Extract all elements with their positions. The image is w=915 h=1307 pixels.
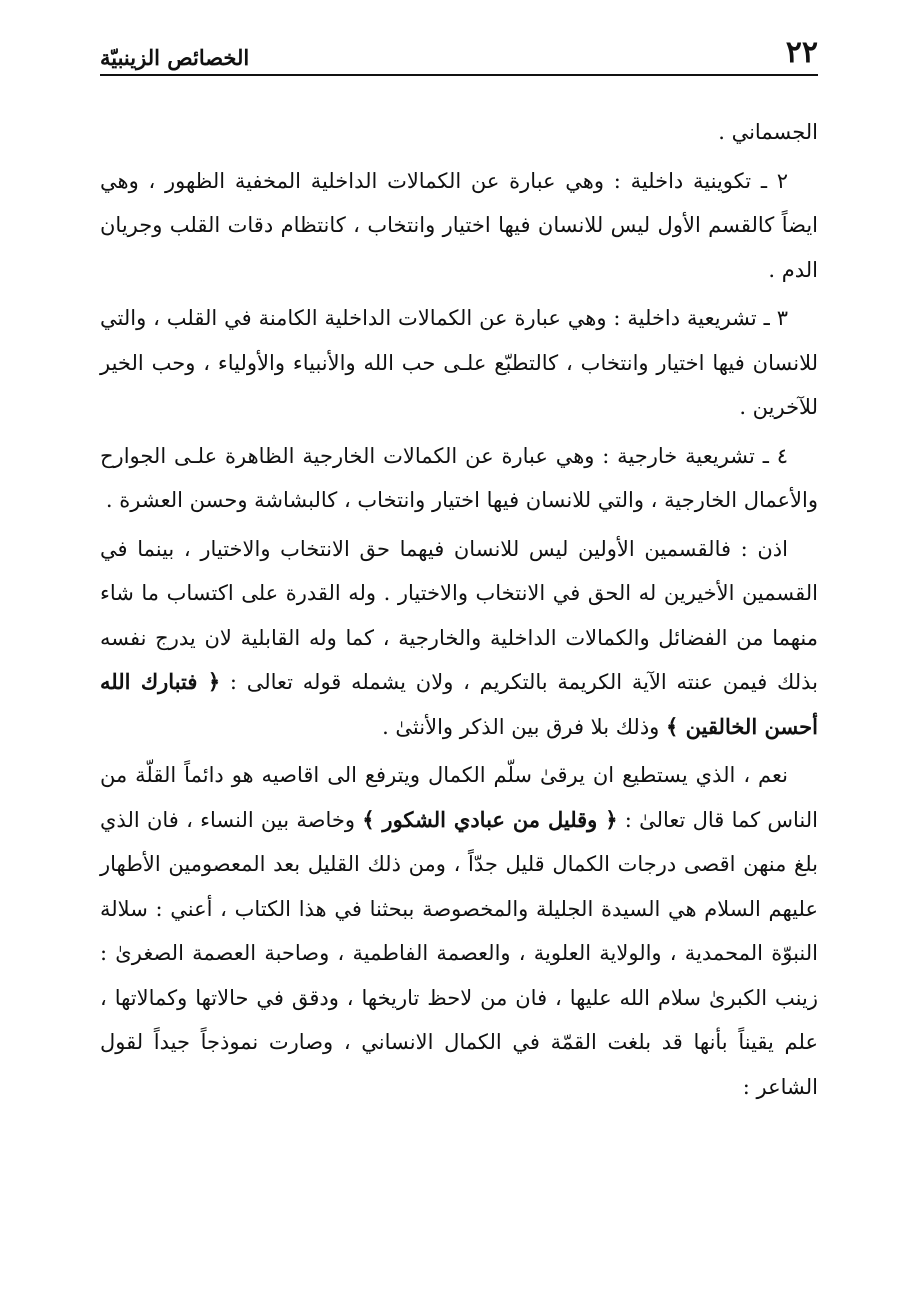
body-text bbox=[100, 110, 818, 1109]
page-number: ٢٢ bbox=[785, 35, 818, 70]
paragraph-text: وذلك بلا فرق بين الذكر والأنثىٰ . bbox=[382, 714, 666, 739]
paragraph-conclusion bbox=[100, 527, 818, 750]
quran-quote: ﴿ وقليل من عبادي الشكور ﴾ bbox=[362, 806, 618, 832]
quran-quote: ﴿ فتبارك الله أحسن الخالقين ﴾ bbox=[100, 669, 818, 739]
paragraph-text: وخاصة بين النساء ، فان الذي بلغ منهن اقصى درجات الكمال قليل جدّاً ، ومن ذلك القليل بعد المعصومين الأطهار عليهم السلام هي السيدة الجليلة والمخصوصة ببحثنا في هذا الكتاب ، أعني : سلالة النبوّة المحمدية ، والولاية العلوية ، والعصمة الفاطمية ، وصاحبة العصمة الصغرىٰ : زينب الكبرىٰ سلام الله عليها ، فان من لاحظ تاريخها ، ودقق في حالاتها وكمالاتها ، علم يقيناً بأنها قد بلغت القمّة في الكمال الانساني ، وصارت نموذجاً جيداً لقول الشاعر : bbox=[100, 807, 818, 1099]
page-header bbox=[100, 30, 818, 76]
paragraph-text: نعم ، الذي يستطيع ان يرقىٰ سلّم الكمال ويترفع الى اقاصيه هو دائماً القلّة من الناس كما قال تعالىٰ : bbox=[100, 763, 818, 832]
running-title: الخصائص الزينبيّة bbox=[100, 45, 250, 70]
paragraph-item-3: ٣ ـ تشريعية داخلية : وهي عبارة عن الكمالات الداخلية الكامنة في القلب ، والتي للانسان فيها اختيار وانتخاب ، كالتطبّع علـى حب الله والأنبياء والأولياء ، وحب الخير للآخرين . bbox=[100, 306, 818, 419]
paragraph-zaynab bbox=[100, 753, 818, 1109]
paragraph-item-2: ٢ ـ تكوينية داخلية : وهي عبارة عن الكمالات الداخلية المخفية الظهور ، وهي ايضاً كالقسم الأول ليس للانسان فيها اختيار وانتخاب ، كانتظام دقات القلب وجريان الدم . bbox=[100, 168, 818, 282]
paragraph-item-4: ٤ ـ تشريعية خارجية : وهي عبارة عن الكمالات الخارجية الظاهرة علـى الجوارح والأعمال الخارجية ، والتي للانسان فيها اختيار وانتخاب ، كالبشاشة وحسن العشرة . bbox=[100, 443, 818, 512]
paragraph-text: اذن : فالقسمين الأولين ليس للانسان فيهما حق الانتخاب والاختيار ، بينما في القسمين الأخيرين له الحق في الانتخاب والاختيار . وله القدرة على اكتساب ما شاء منهما من الفضائل والكمالات الداخلية والخارجية ، كما وله القابلية لان يدرج نفسه بذلك فيمن عنته الآية الكريمة بالتكريم ، ولان يشمله قوله تعالى : bbox=[100, 536, 818, 694]
paragraph-continuation: الجسماني . bbox=[718, 120, 818, 144]
